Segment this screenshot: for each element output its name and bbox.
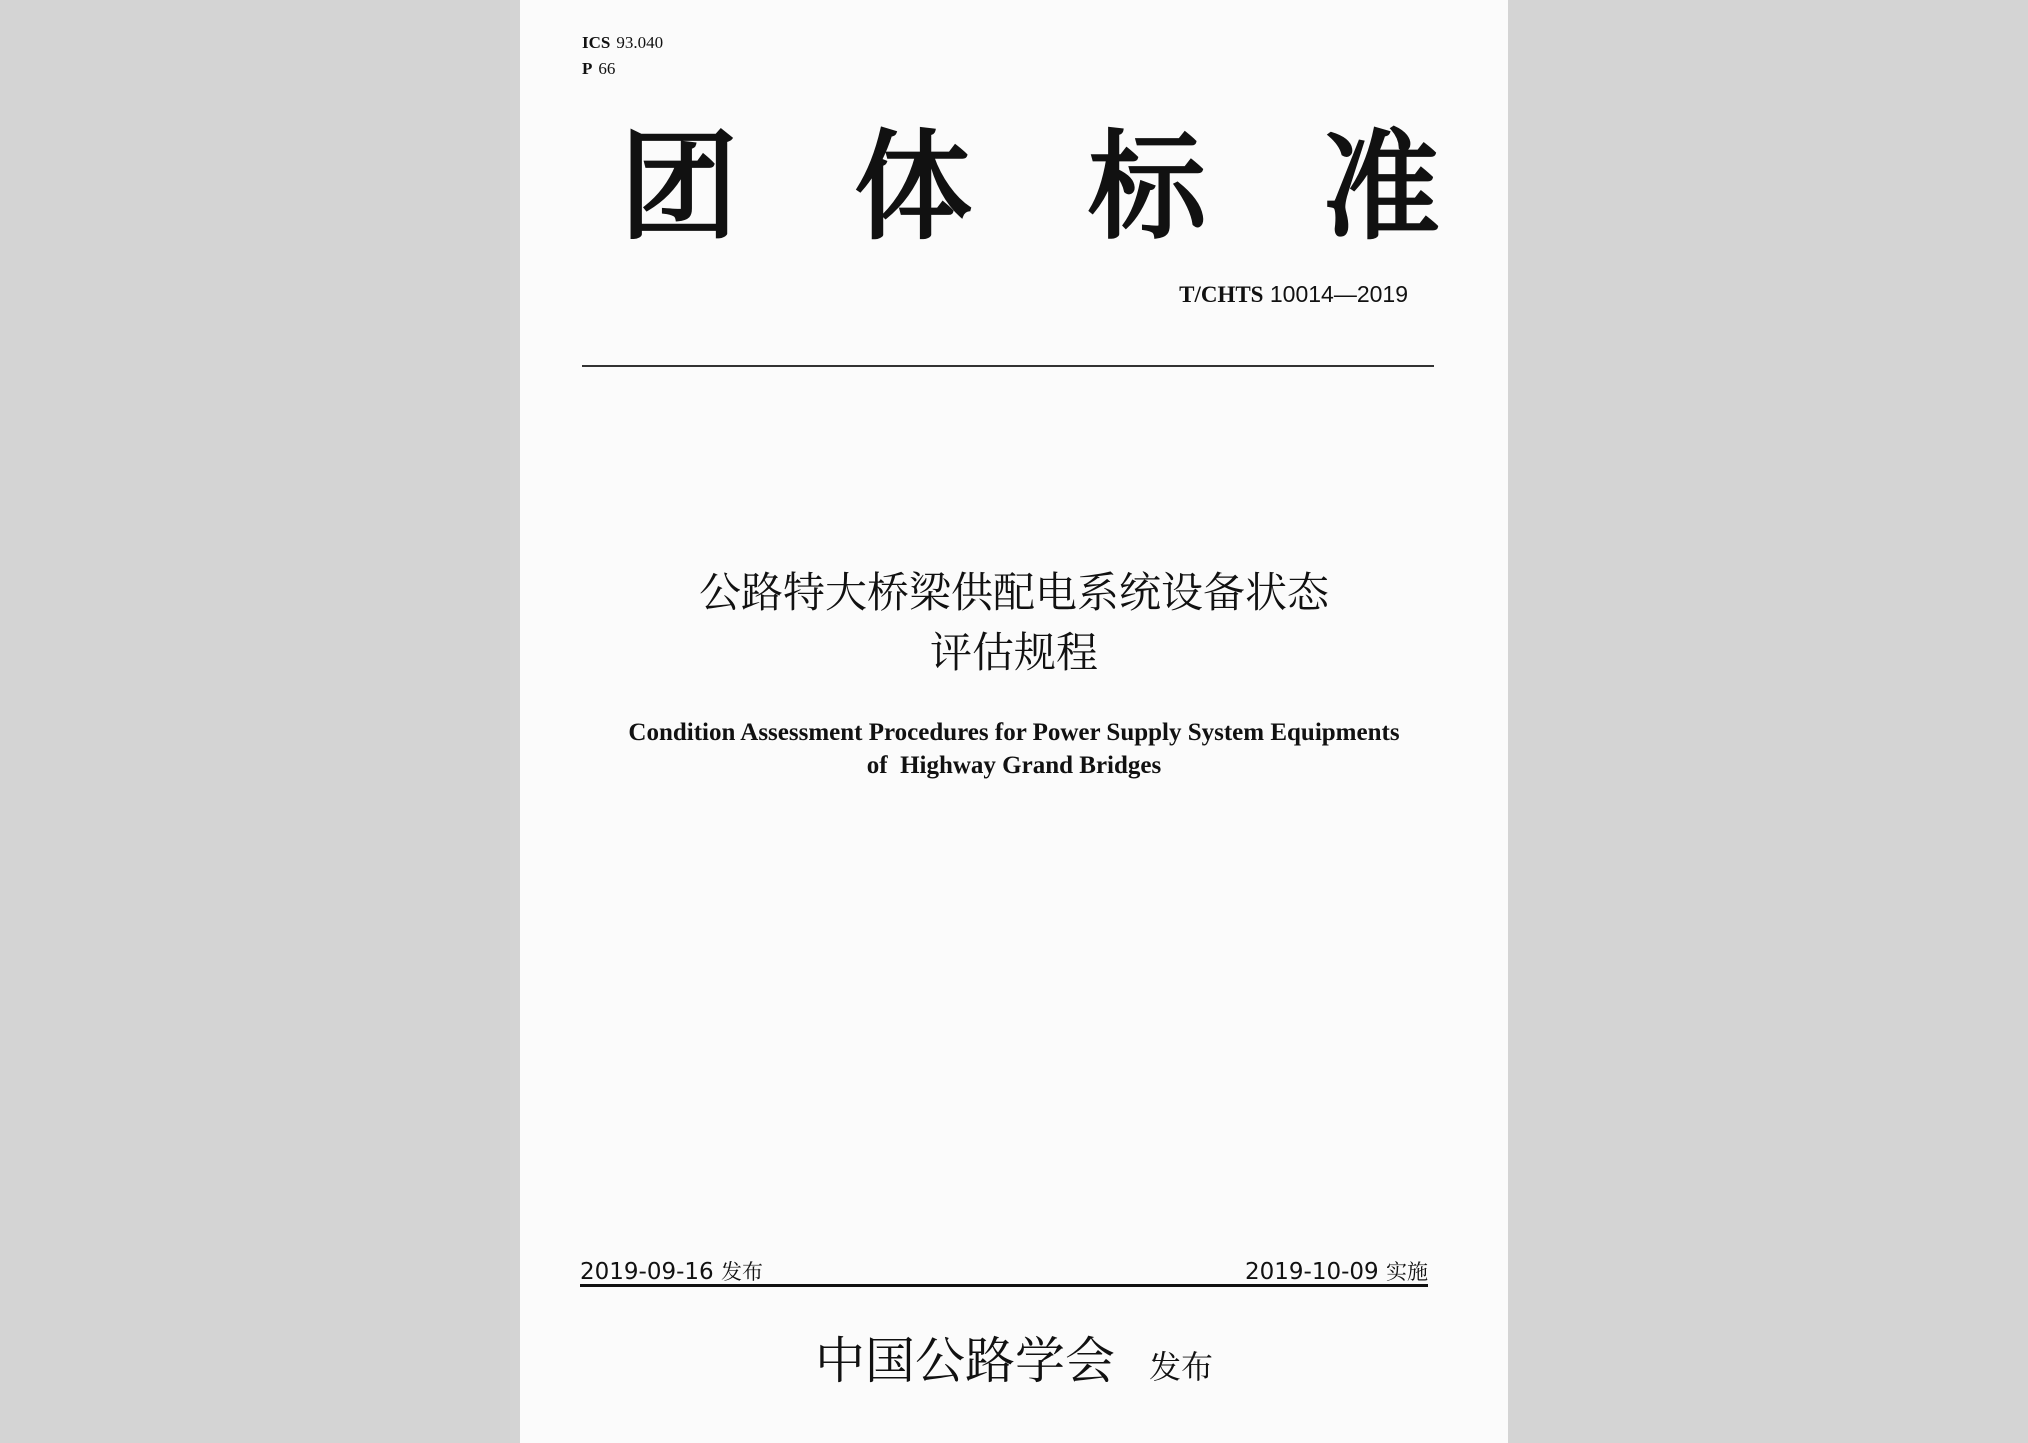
publisher: 中国公路学会 发布	[814, 1332, 1213, 1390]
standard-number: T/CHTS 10014—2019	[1179, 281, 1408, 307]
bottom-divider	[580, 1284, 1428, 1287]
chinese-title-line-2: 评估规程	[929, 628, 1098, 677]
effective-date: 2019-10-09 实施	[1245, 1259, 1428, 1285]
issue-date: 2019-09-16 发布	[580, 1259, 763, 1285]
classification-code: P 66	[582, 59, 616, 78]
ics-code: ICS 93.040	[582, 33, 664, 52]
english-title-line-2: of Highway Grand Bridges	[866, 752, 1162, 779]
heading-char: 标	[1087, 118, 1206, 256]
heading-char: 准	[1321, 118, 1440, 256]
heading-char: 体	[853, 118, 972, 256]
heading-char: 团	[620, 118, 739, 256]
standard-cover-page	[520, 0, 1508, 1443]
chinese-title-line-1: 公路特大桥梁供配电系统设备状态	[698, 568, 1329, 617]
english-title-line-1: Condition Assessment Procedures for Power Supply System Equipments	[628, 719, 1400, 746]
standard-type-heading	[620, 118, 1440, 256]
top-divider	[582, 365, 1434, 367]
